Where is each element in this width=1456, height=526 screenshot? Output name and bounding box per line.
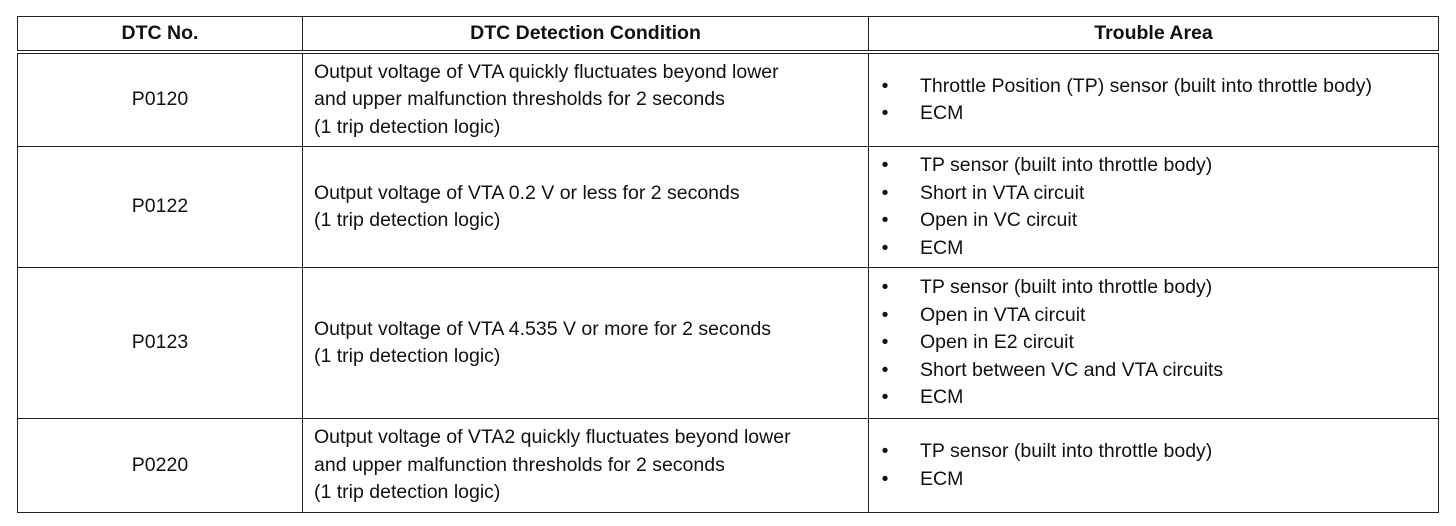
trouble-area-text: ECM: [920, 467, 964, 490]
trouble-area-text: ECM: [920, 102, 964, 124]
table-row: [18, 419, 1439, 513]
table-row: [18, 268, 1439, 419]
bullet-icon: •: [881, 209, 889, 231]
trouble-area-item: [879, 207, 1438, 235]
trouble-area-item: [879, 466, 1438, 494]
bullet-icon: •: [881, 331, 889, 354]
bullet-icon: •: [881, 181, 889, 204]
trouble-area: [869, 147, 1439, 268]
header-trouble-area: Trouble Area: [869, 17, 1439, 53]
trouble-area-text: Open in E2 circuit: [920, 331, 1074, 354]
condition-line: and upper malfunction thresholds for 2 seconds: [314, 453, 725, 476]
trouble-area-text: ECM: [920, 236, 964, 259]
dtc-table: [17, 16, 1439, 513]
bullet-icon: •: [881, 276, 889, 299]
condition-line: Output voltage of VTA 4.535 V or more for 2 seconds: [314, 317, 772, 340]
trouble-area-list: [879, 438, 1438, 493]
condition-line: Output voltage of VTA 0.2 V or less for 2 seconds: [314, 181, 740, 204]
trouble-area-item: [879, 384, 1438, 412]
bullet-icon: •: [881, 303, 889, 326]
bullet-icon: •: [881, 386, 889, 409]
trouble-area-item: [879, 73, 1438, 101]
condition-line: Output voltage of VTA2 quickly fluctuates beyond lower: [314, 426, 791, 449]
trouble-area-text: Short in VTA circuit: [920, 181, 1085, 204]
trouble-area-text: Throttle Position (TP) sensor (built into throttle body): [920, 74, 1372, 97]
trouble-area-text: TP sensor (built into throttle body): [920, 440, 1213, 462]
trouble-area-text: ECM: [920, 386, 964, 409]
table-body: [18, 52, 1439, 513]
bullet-icon: •: [881, 440, 889, 462]
condition-line: Output voltage of VTA quickly fluctuates beyond lower: [314, 60, 779, 83]
bullet-icon: •: [881, 358, 889, 381]
trouble-area-text: Open in VC circuit: [920, 209, 1078, 231]
detection-condition: [303, 147, 869, 268]
trouble-area-text: Short between VC and VTA circuits: [920, 358, 1224, 381]
trouble-area-text: TP sensor (built into throttle body): [920, 154, 1213, 176]
bullet-icon: •: [881, 236, 889, 259]
header-row: [18, 17, 1439, 53]
trouble-area-list: [879, 152, 1438, 262]
bullet-icon: •: [881, 154, 889, 176]
detection-condition: [303, 419, 869, 513]
dtc-code: P0220: [18, 419, 303, 513]
condition-line: (1 trip detection logic): [314, 345, 501, 367]
header-dtc-no: DTC No.: [18, 17, 303, 53]
bullet-icon: •: [881, 102, 889, 124]
trouble-area-item: [879, 152, 1438, 180]
table-header: [18, 17, 1439, 53]
trouble-area-item: [879, 302, 1438, 330]
table-row: [18, 52, 1439, 147]
detection-condition: [303, 268, 869, 419]
trouble-area-item: [879, 235, 1438, 263]
trouble-area-text: TP sensor (built into throttle body): [920, 276, 1213, 299]
condition-line: (1 trip detection logic): [314, 209, 501, 231]
trouble-area: [869, 268, 1439, 419]
detection-condition: [303, 52, 869, 147]
trouble-area-item: [879, 274, 1438, 302]
trouble-area-item: [879, 180, 1438, 208]
bullet-icon: •: [881, 74, 889, 97]
trouble-area-item: [879, 100, 1438, 128]
condition-line: and upper malfunction thresholds for 2 seconds: [314, 88, 725, 111]
condition-line: (1 trip detection logic): [314, 481, 501, 504]
bullet-icon: •: [881, 467, 889, 490]
dtc-code: P0120: [18, 52, 303, 147]
trouble-area-text: Open in VTA circuit: [920, 303, 1086, 326]
trouble-area-list: [879, 73, 1438, 128]
trouble-area: [869, 52, 1439, 147]
dtc-code: P0123: [18, 268, 303, 419]
trouble-area-item: [879, 357, 1438, 385]
trouble-area-item: [879, 438, 1438, 466]
trouble-area-list: [879, 274, 1438, 412]
condition-line: (1 trip detection logic): [314, 115, 501, 138]
table-row: [18, 147, 1439, 268]
trouble-area: [869, 419, 1439, 513]
trouble-area-item: [879, 329, 1438, 357]
header-detection-condition: DTC Detection Condition: [303, 17, 869, 53]
dtc-code: P0122: [18, 147, 303, 268]
